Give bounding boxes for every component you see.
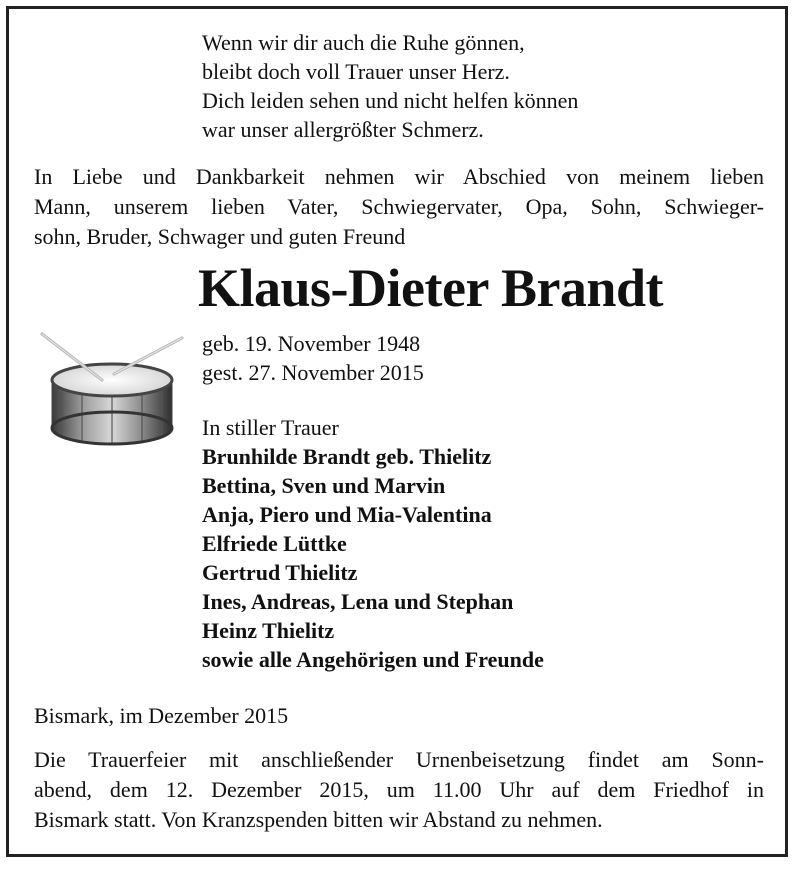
death-date: gest. 27. November 2015 <box>202 360 424 385</box>
mourner-name: Heinz Thielitz <box>202 618 335 643</box>
mourner-name: Ines, Andreas, Lena und Stephan <box>202 589 514 614</box>
funeral-line: Die Trauerfeier mit anschließender Urnenbeisetzung findet am Sonn- <box>34 747 764 772</box>
mourner-name: Elfriede Lüttke <box>202 531 347 556</box>
drum-icon <box>38 328 188 453</box>
life-dates <box>202 329 424 387</box>
intro-line: Mann, unserem lieben Vater, Schwiegervater, Opa, Sohn, Schwieger- <box>34 194 764 219</box>
poem-line: Wenn wir dir auch die Ruhe gönnen, <box>202 30 525 55</box>
intro-line: In Liebe und Dankbarkeit nehmen wir Abschied von meinem lieben <box>34 164 764 189</box>
poem-line: war unser allergrößter Schmerz. <box>202 117 484 142</box>
mourners-list <box>202 413 544 674</box>
mourner-name: Bettina, Sven und Marvin <box>202 473 446 498</box>
poem-line: bleibt doch voll Trauer unser Herz. <box>202 59 510 84</box>
mourner-name: sowie alle Angehörigen und Freunde <box>202 647 544 672</box>
birth-date: geb. 19. November 1948 <box>202 331 421 356</box>
funeral-info <box>34 745 764 835</box>
intro-line: sohn, Bruder, Schwager und guten Freund <box>34 224 406 249</box>
poem-line: Dich leiden sehen und nicht helfen können <box>202 88 579 113</box>
place-date: Bismark, im Dezember 2015 <box>34 703 289 728</box>
funeral-line: Bismark statt. Von Kranzspenden bitten wir Abstand zu nehmen. <box>34 807 603 832</box>
poem <box>202 28 578 144</box>
funeral-line: abend, dem 12. Dezember 2015, um 11.00 Uhr auf dem Friedhof in <box>34 777 764 802</box>
deceased-name: Klaus-Dieter Brandt <box>198 258 663 318</box>
intro-text <box>34 162 764 252</box>
mourning-heading: In stiller Trauer <box>202 415 339 440</box>
mourner-name: Gertrud Thielitz <box>202 560 358 585</box>
mourner-name: Brunhilde Brandt geb. Thielitz <box>202 444 492 469</box>
mourner-name: Anja, Piero und Mia-Valentina <box>202 502 492 527</box>
